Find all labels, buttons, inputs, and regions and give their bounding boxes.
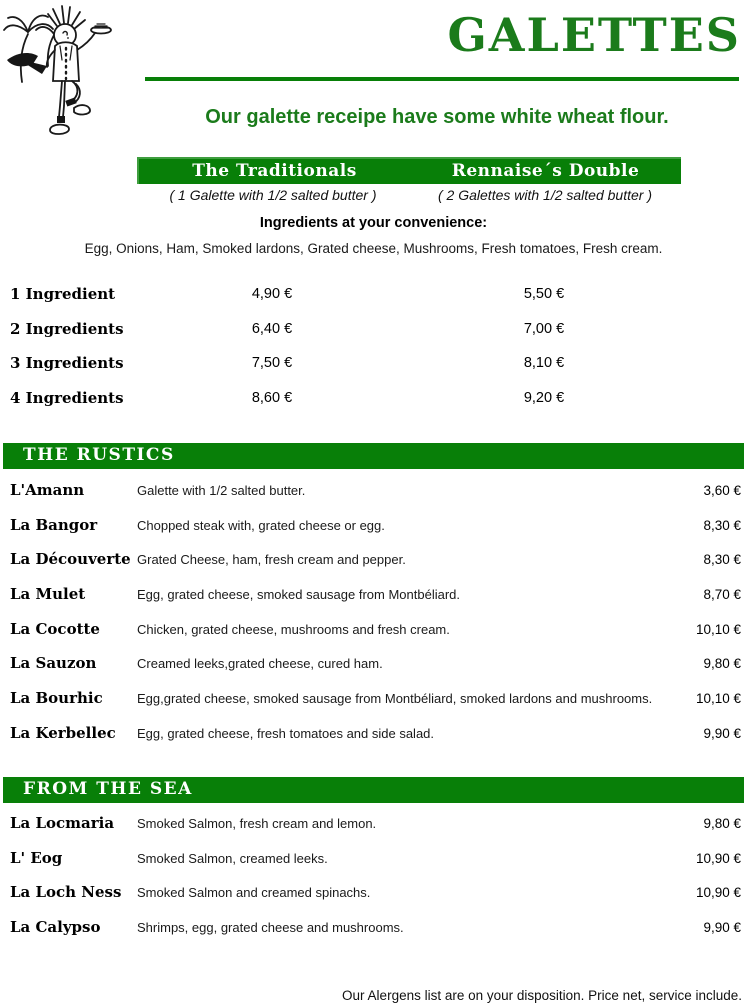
- price-traditionals: 6,40 €: [251, 320, 293, 337]
- pricing-row-label: 4 Ingredients: [10, 389, 124, 408]
- item-price: 9,80 €: [703, 656, 741, 672]
- pricing-row-label: 1 Ingredient: [10, 285, 116, 303]
- item-price: 10,90 €: [695, 850, 741, 866]
- chef-logo-illustration: [2, 4, 120, 142]
- menu-title: GALETTES: [447, 8, 741, 62]
- column-headers-bar: [137, 157, 681, 184]
- section-bar-rustics: [3, 443, 744, 469]
- item-name: L' Eog: [10, 848, 63, 867]
- item-name: La Bangor: [10, 515, 98, 534]
- item-price: 10,10 €: [695, 621, 741, 637]
- item-description: Shrimps, egg, grated cheese and mushrooms.: [137, 920, 404, 936]
- pricing-row: [0, 354, 747, 389]
- pricing-row: [0, 320, 747, 355]
- item-name: La Découverte: [10, 550, 131, 569]
- item-description: Chopped steak with, grated cheese or egg.: [137, 517, 385, 533]
- menu-item: [0, 516, 747, 551]
- ingredients-list: Egg, Onions, Ham, Smoked lardons, Grated cheese, Mushrooms, Fresh tomatoes, Fresh cream.: [84, 241, 663, 256]
- section-title: FROM THE SEA: [23, 779, 193, 799]
- item-description: Egg, grated cheese, fresh tomatoes and side salad.: [137, 725, 435, 741]
- item-description: Galette with 1/2 salted butter.: [137, 483, 306, 498]
- price-traditionals: 4,90 €: [251, 286, 293, 302]
- pricing-row-label: 3 Ingredients: [10, 354, 124, 373]
- section-title: THE RUSTICS: [23, 445, 175, 465]
- item-description: Egg,grated cheese, smoked sausage from Montbéliard, smoked lardons and mushrooms.: [137, 691, 653, 707]
- item-description: Chicken, grated cheese, mushrooms and fresh cream.: [137, 621, 450, 637]
- menu-item: [0, 849, 747, 884]
- menu-item: [0, 883, 747, 918]
- menu-item: [0, 918, 747, 953]
- item-description: Smoked Salmon, creamed leeks.: [137, 850, 328, 866]
- item-name: La Bourhic: [10, 689, 103, 708]
- item-description: Smoked Salmon, fresh cream and lemon.: [137, 816, 377, 831]
- price-traditionals: 7,50 €: [251, 355, 293, 372]
- menu-item: [0, 620, 747, 655]
- item-price: 10,90 €: [695, 885, 741, 901]
- ingredients-heading: Ingredients at your convenience:: [259, 215, 488, 231]
- item-name: La Kerbellec: [10, 723, 116, 742]
- item-price: 10,10 €: [695, 691, 741, 707]
- item-description: Grated Cheese, ham, fresh cream and pepper.: [137, 552, 406, 568]
- price-traditionals: 8,60 €: [251, 390, 293, 407]
- price-double: 8,10 €: [523, 355, 565, 372]
- column-note-double: ( 2 Galettes with 1/2 salted butter ): [438, 187, 652, 203]
- section-items-sea: [0, 814, 747, 953]
- item-name: La Cocotte: [10, 619, 100, 638]
- ingredient-pricing-table: [0, 285, 747, 424]
- item-price: 8,30 €: [703, 517, 741, 533]
- column-header-double: Rennaise´s Double: [451, 161, 640, 181]
- menu-item: [0, 814, 747, 849]
- price-double: 7,00 €: [523, 320, 565, 337]
- item-name: La Mulet: [10, 585, 86, 604]
- menu-item: [0, 724, 747, 759]
- item-name: La Sauzon: [10, 654, 97, 673]
- column-note-traditionals: ( 1 Galette with 1/2 salted butter ): [169, 187, 377, 203]
- item-price: 9,90 €: [703, 725, 741, 741]
- menu-item: [0, 481, 747, 516]
- section-bar-sea: [3, 777, 744, 803]
- item-name: La Loch Ness: [10, 883, 122, 902]
- price-double: 9,20 €: [523, 390, 565, 407]
- column-header-traditionals: The Traditionals: [192, 161, 357, 181]
- item-name: La Calypso: [10, 918, 101, 937]
- item-price: 3,60 €: [703, 483, 741, 498]
- item-description: Creamed leeks,grated cheese, cured ham.: [137, 656, 383, 672]
- item-description: Egg, grated cheese, smoked sausage from Montbéliard.: [137, 587, 461, 603]
- pricing-row: [0, 285, 747, 320]
- menu-item: [0, 689, 747, 724]
- item-price: 9,90 €: [703, 920, 741, 936]
- item-price: 8,30 €: [703, 552, 741, 568]
- title-divider: [145, 77, 739, 81]
- pricing-row: [0, 389, 747, 424]
- item-price: 9,80 €: [703, 816, 741, 831]
- item-name: La Locmaria: [10, 814, 115, 832]
- column-notes: [137, 187, 681, 203]
- menu-item: [0, 550, 747, 585]
- menu-item: [0, 654, 747, 689]
- item-price: 8,70 €: [703, 587, 741, 603]
- chef-figure-icon: [18, 6, 111, 134]
- menu-subtitle: Our galette receipe have some white wheat flour.: [205, 106, 669, 128]
- section-items-rustics: [0, 481, 747, 759]
- price-double: 5,50 €: [523, 286, 565, 302]
- item-name: L'Amann: [10, 481, 85, 499]
- footer-note: Our Alergens list are on your disposition. Price net, service include.: [342, 988, 742, 1003]
- pricing-row-label: 2 Ingredients: [10, 319, 124, 338]
- menu-item: [0, 585, 747, 620]
- item-description: Smoked Salmon and creamed spinachs.: [137, 885, 371, 901]
